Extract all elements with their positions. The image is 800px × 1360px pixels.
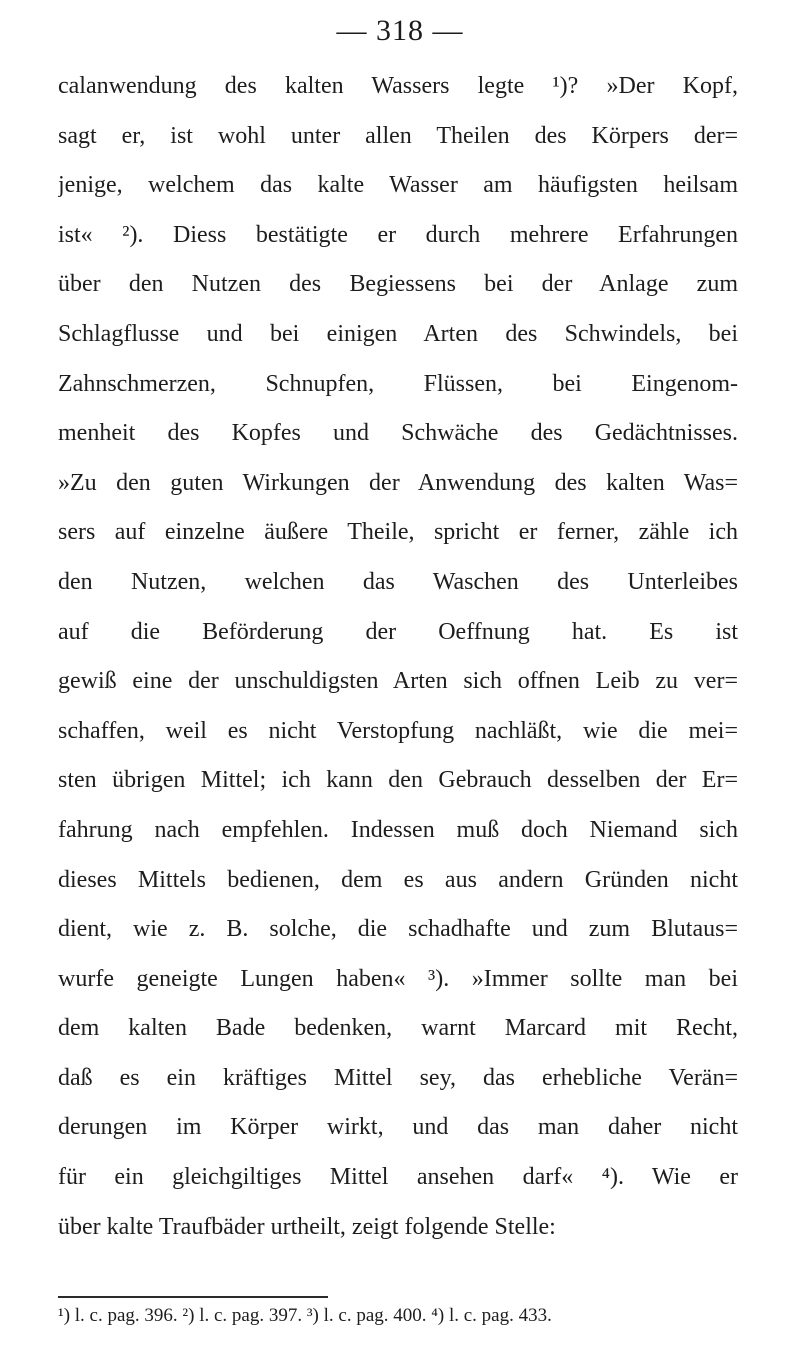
page-number: — 318 — — [336, 14, 464, 47]
text-line: gewiß eine der unschuldigsten Arten sich offnen Leib zu ver= — [58, 668, 738, 695]
text-line: derungen im Körper wirkt, und das man daher nicht — [58, 1114, 738, 1141]
text-line: wurfe geneigte Lungen haben« ³). »Immer sollte man bei — [58, 965, 738, 992]
text-line: sagt er, ist wohl unter allen Theilen des Körpers der= — [58, 122, 738, 149]
text-line: Zahnschmerzen, Schnupfen, Flüssen, bei Eingenom- — [58, 370, 738, 397]
text-line: daß es ein kräftiges Mittel sey, das erhebliche Verän= — [58, 1064, 738, 1091]
text-line: dient, wie z. B. solche, die schadhafte und zum Blutaus= — [58, 916, 738, 943]
footnotes: ¹) l. c. pag. 396. ²) l. c. pag. 397. ³) l. c. pag. 400. ⁴) l. c. pag. 433. — [58, 1305, 552, 1326]
text-line: schaffen, weil es nicht Verstopfung nachläßt, wie die mei= — [58, 717, 738, 744]
text-line: fahrung nach empfehlen. Indessen muß doch Niemand sich — [58, 816, 738, 843]
text-line: den Nutzen, welchen das Waschen des Unterleibes — [58, 568, 738, 595]
text-line: über den Nutzen des Begiessens bei der Anlage zum — [58, 271, 738, 298]
text-line: jenige, welchem das kalte Wasser am häufigsten heilsam — [58, 172, 738, 199]
text-line: ist« ²). Diess bestätigte er durch mehrere Erfahrungen — [58, 221, 738, 248]
text-line: Schlagflusse und bei einigen Arten des Schwindels, bei — [58, 320, 738, 347]
text-line: calanwendung des kalten Wassers legte ¹)? »Der Kopf, — [58, 73, 738, 99]
text-line: dieses Mittels bedienen, dem es aus andern Gründen nicht — [58, 866, 738, 893]
text-line: sten übrigen Mittel; ich kann den Gebrauch desselben der Er= — [58, 767, 738, 794]
text-line: dem kalten Bade bedenken, warnt Marcard mit Recht, — [58, 1015, 738, 1042]
text-line: auf die Beförderung der Oeffnung hat. Es ist — [58, 618, 738, 645]
footnote-divider — [58, 1296, 328, 1298]
text-line: für ein gleichgiltiges Mittel ansehen darf« ⁴). Wie er — [58, 1164, 738, 1191]
body-text — [58, 62, 738, 1252]
text-line: über kalte Traufbäder urtheilt, zeigt folgende Stelle: — [58, 1213, 556, 1240]
text-line: menheit des Kopfes und Schwäche des Gedächtnisses. — [58, 420, 738, 447]
text-line: »Zu den guten Wirkungen der Anwendung des kalten Was= — [58, 469, 738, 496]
text-line: sers auf einzelne äußere Theile, spricht er ferner, zähle ich — [58, 519, 738, 546]
